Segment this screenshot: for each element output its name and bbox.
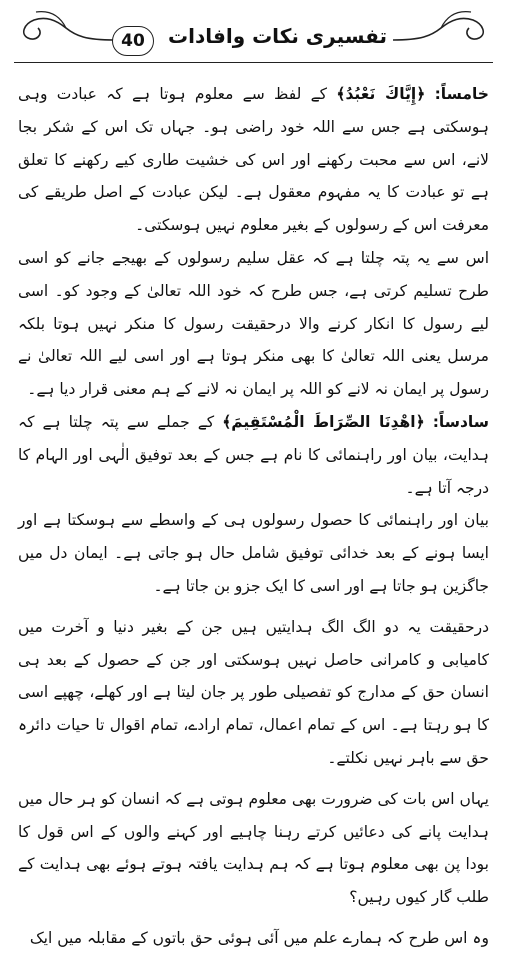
page-body <box>18 78 489 947</box>
paragraph-continuation <box>18 922 489 955</box>
quranic-phrase: ﴿إِيَّاكَ نَعْبُدُ﴾ <box>336 85 426 103</box>
quranic-phrase: ﴿اهْدِنَا الصِّرَاطَ الْمُسْتَقِيمَ﴾ <box>222 412 425 431</box>
paragraph-bayan <box>18 504 489 602</box>
header-divider <box>14 62 493 63</box>
paragraph-text: اس سے یہ پتہ چلتا ہے کہ عقل سلیم رسولوں کے بھیجے جانے کو اسی طرح تسلیم کرتی ہے، جس طرح کہ خود اللہ تعالیٰ کے وجود کو۔ اسی لیے رسول کا انکار کرنے والا درحقیقت رسول کا منکر نہیں ہوتا بلکہ مرسل یعنی اللہ تعالیٰ کا بھی منکر ہوتا ہے اور اسی لیے اللہ تعالیٰ نے رسول پر ایمان نہ لانے کو اللہ پر ایمان نہ لانے کے ہم معنی قرار دیا ہے۔ <box>18 248 489 399</box>
paragraph-text: وہ اس طرح کہ ہمارے علم میں آئی ہوئی حق باتوں کے مقابلہ میں ایک <box>29 928 489 947</box>
paragraph-text: درحقیقت یہ دو الگ الگ ہدایتیں ہیں جن کے بغیر دنیا و آخرت میں کامیابی و کامرانی حاصل نہیں ہوسکتی اور جن کے حصول کے بعد ہی انسان حق کے مدارج کو تفصیلی طور پر جان لیتا ہے اور کھلے، چھپے اسی کا ہو رہتا ہے۔ اس کے تمام اعمال، تمام ارادے، تمام اقوال تا حیات دائرہ حق سے باہر نہیں نکلتے۔ <box>18 617 489 767</box>
paragraph-khamisan <box>18 78 489 242</box>
paragraph-text: بیان اور راہنمائی کا حصول رسولوں ہی کے واسطے سے ہوسکتا ہے اور ایسا ہونے کے بعد خدائی توفیق شامل حال ہو جاتی ہے۔ ایمان دل میں جاگزین ہو جاتا ہے اور اسی کا ایک جزو بن جاتا ہے۔ <box>18 511 489 595</box>
paragraph-label: سادساً: <box>432 412 489 431</box>
paragraph-label: خامساً: <box>434 85 489 103</box>
paragraph-text: یہاں اس بات کی ضرورت بھی معلوم ہوتی ہے کہ انسان کو ہر حال میں ہدایت پانے کی دعائیں کرتے رہنا چاہیے اور کہنے والوں کے اس قول کا بودا پن بھی معلوم ہوتا ہے کہ ہم ہدایت یافتہ ہوتے ہوئے بھی ہدایت کے طلب گار کیوں رہیں؟ <box>18 789 489 907</box>
right-flourish-ornament <box>391 6 501 46</box>
paragraph-sadisan <box>18 406 489 504</box>
page-number-badge: 40 <box>112 26 154 56</box>
paragraph-hidayat <box>18 611 489 775</box>
paragraph-rasul <box>18 242 489 406</box>
page-header <box>0 0 507 66</box>
paragraph-text: کے لفظ سے معلوم ہوتا ہے کہ عبادت وہی ہوسکتی ہے جس سے اللہ خود راضی ہو۔ جہاں تک اس کے شکر بجا لانے، اس سے محبت رکھنے اور اس کی خشیت طاری کیے رکھنے کا تعلق ہے تو عبادت کا یہ مفہوم معقول ہے۔ لیکن عبادت کے اصل طریقے کی معرفت اس کے رسولوں کے بغیر معلوم نہیں ہوسکتی۔ <box>18 85 489 235</box>
paragraph-text: کے جملے سے پتہ چلتا ہے کہ ہدایت، بیان اور راہنمائی کا نام ہے جس کے بعد توفیق الٰہی اور الہام کا درجہ آتا ہے۔ <box>18 412 489 497</box>
paragraph-dua <box>18 783 489 914</box>
running-header-title: تفسیری نکات وافادات <box>168 24 387 48</box>
left-flourish-ornament <box>6 6 116 46</box>
